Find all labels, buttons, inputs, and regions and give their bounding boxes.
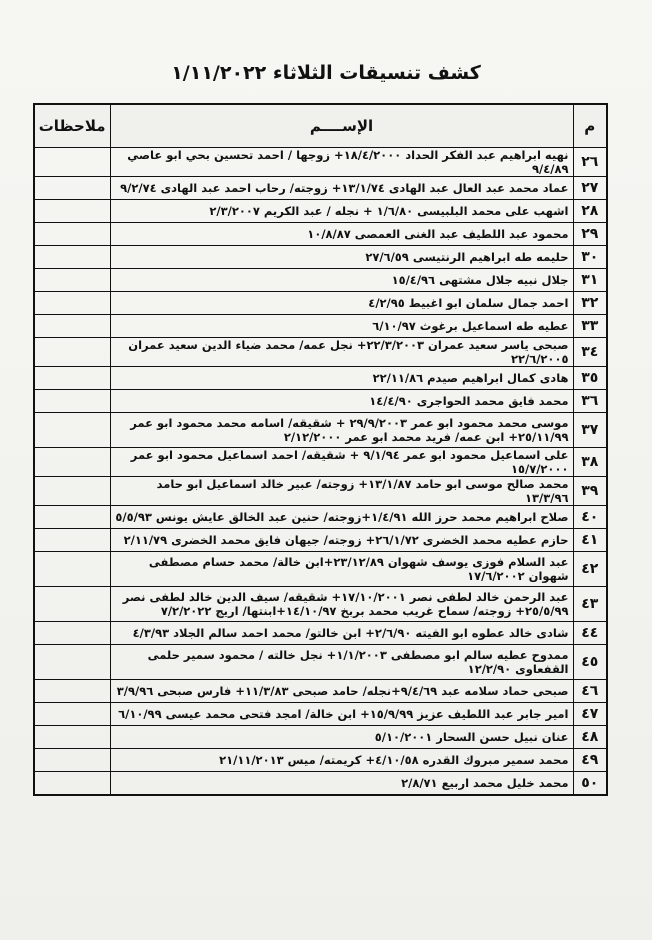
row-number: ٣٢ [573, 292, 607, 315]
row-number: ٣٥ [573, 367, 607, 390]
table-row [34, 269, 607, 292]
table-row [34, 448, 607, 477]
header-number: م [573, 104, 607, 148]
row-number: ٢٨ [573, 200, 607, 223]
table-row [34, 223, 607, 246]
row-name: موسى محمد محمود ابو عمر ٢٩/٩/٢٠٠٣ + شقيقه/ اسامه محمد محمود ابو عمر ٢٥/١١/٩٩+ ابن عمه/ فريد محمد ابو عمر ٢/١٢/٢٠٠٠ [110, 413, 573, 448]
row-name: هادى كمال ابراهيم صيدم ٢٢/١١/٨٦ [110, 367, 573, 390]
row-notes [34, 269, 110, 292]
row-notes [34, 177, 110, 200]
row-number: ٣٨ [573, 448, 607, 477]
row-number: ٣٩ [573, 477, 607, 506]
row-number: ٤٥ [573, 645, 607, 680]
row-notes [34, 587, 110, 622]
table-row [34, 315, 607, 338]
row-number: ٤٠ [573, 506, 607, 529]
table-row [34, 177, 607, 200]
row-number: ٤٩ [573, 749, 607, 772]
header-notes: ملاحظات [34, 104, 110, 148]
row-number: ٤٤ [573, 622, 607, 645]
table-row [34, 587, 607, 622]
row-name: محمد خليل محمد اربيع ٢/٨/٧١ [110, 772, 573, 796]
row-number: ٤٨ [573, 726, 607, 749]
table-row [34, 552, 607, 587]
table-row [34, 246, 607, 269]
row-number: ٥٠ [573, 772, 607, 796]
row-notes [34, 315, 110, 338]
row-number: ٤٢ [573, 552, 607, 587]
row-notes [34, 246, 110, 269]
table-row [34, 726, 607, 749]
table-header-row [34, 104, 607, 148]
row-name: نهيه ابراهيم عبد الفكر الحداد ١٨/٤/٢٠٠٠+ زوجها / احمد تحسين بحي ابو عاصي ٩/٤/٨٩ [110, 148, 573, 177]
table-row [34, 749, 607, 772]
row-notes [34, 645, 110, 680]
table-row [34, 645, 607, 680]
row-name: صبحى ياسر سعيد عمران ٢٢/٣/٢٠٠٣+ نجل عمه/ محمد ضياء الدين سعيد عمران ٢٢/٦/٢٠٠٥ [110, 338, 573, 367]
table-row [34, 506, 607, 529]
row-number: ٣٤ [573, 338, 607, 367]
row-name: محمد فايق محمد الحواجرى ١٤/٤/٩٠ [110, 390, 573, 413]
row-notes [34, 703, 110, 726]
row-name: صلاح ابراهيم محمد حرز الله ١/٤/٩١+زوجته/ حنين عبد الخالق عايش يونس ٥/٥/٩٣ [110, 506, 573, 529]
row-number: ٣٦ [573, 390, 607, 413]
row-notes [34, 772, 110, 796]
row-number: ٢٧ [573, 177, 607, 200]
row-name: عبد السلام فوزى يوسف شهوان ٢٣/١٢/٨٩+ابن خالة/ محمد حسام مصطفى شهوان ١٧/٦/٢٠٠٢ [110, 552, 573, 587]
row-number: ٣٣ [573, 315, 607, 338]
row-notes [34, 680, 110, 703]
table-row [34, 529, 607, 552]
table-row [34, 622, 607, 645]
row-name: حازم عطيه محمد الخضرى ٢٦/١/٧٢+ زوجته/ جيهان فايق محمد الخضرى ٢/١١/٧٩ [110, 529, 573, 552]
row-notes [34, 148, 110, 177]
row-notes [34, 506, 110, 529]
row-notes [34, 413, 110, 448]
row-name: محمود عبد اللطيف عبد الغنى العمصى ١٠/٨/٨٧ [110, 223, 573, 246]
table-row [34, 477, 607, 506]
row-notes [34, 367, 110, 390]
row-notes [34, 622, 110, 645]
row-notes [34, 726, 110, 749]
row-name: عطيه طه اسماعيل برغوث ٦/١٠/٩٧ [110, 315, 573, 338]
table-row [34, 338, 607, 367]
row-name: عنان نبيل حسن السحار ٥/١٠/٢٠٠١ [110, 726, 573, 749]
row-notes [34, 200, 110, 223]
table-row [34, 772, 607, 796]
document-title: كشف تنسيقات الثلاثاء ١/١١/٢٠٢٢ [171, 62, 481, 84]
table-row [34, 148, 607, 177]
table-row [34, 703, 607, 726]
row-number: ٣١ [573, 269, 607, 292]
row-number: ٢٩ [573, 223, 607, 246]
row-notes [34, 390, 110, 413]
row-number: ٤٦ [573, 680, 607, 703]
table-row [34, 680, 607, 703]
header-name: الإســــم [110, 104, 573, 148]
names-table [33, 103, 608, 796]
row-notes [34, 529, 110, 552]
row-name: ممدوح عطيه سالم ابو مصطفى ١/١/٢٠٠٣+ نجل خالته / محمود سمير حلمى القفعاوى ١٢/٢/٩٠ [110, 645, 573, 680]
row-notes [34, 477, 110, 506]
row-number: ٢٦ [573, 148, 607, 177]
row-name: اشهب على محمد البلبيسى ١/٦/٨٠ + نجله / عبد الكريم ٢/٣/٢٠٠٧ [110, 200, 573, 223]
row-name: جلال نبيه جلال مشتهى ١٥/٤/٩٦ [110, 269, 573, 292]
row-notes [34, 223, 110, 246]
row-name: محمد سمير مبروك القدره ٤/١٠/٥٨+ كريمته/ ميس ٢١/١١/٢٠١٣ [110, 749, 573, 772]
row-number: ٤٧ [573, 703, 607, 726]
row-name: عماد محمد عبد العال عبد الهادى ١٣/١/٧٤+ زوجته/ رحاب احمد عبد الهادى ٩/٢/٧٤ [110, 177, 573, 200]
row-name: امير جابر عبد اللطيف عزيز ١٥/٩/٩٩+ ابن خالة/ امجد فتحى محمد عيسى ٦/١٠/٩٩ [110, 703, 573, 726]
row-notes [34, 292, 110, 315]
row-number: ٤٣ [573, 587, 607, 622]
row-notes [34, 448, 110, 477]
row-name: صبحى حماد سلامه عبد ٩/٤/٦٩+نجله/ حامد صبحى ١١/٣/٨٣+ فارس صبحى ٣/٩/٩٦ [110, 680, 573, 703]
table-row [34, 367, 607, 390]
row-name: عبد الرحمن خالد لطفى نصر ١٧/١٠/٢٠٠١+ شقيقه/ سيف الدين خالد لطفى نصر ٢٥/٥/٩٩+ زوجته/ سماح غريب محمد بربخ ١٤/١٠/٩٧+ابنتها/ اريج ٧/٢/٢٠٢٢ [110, 587, 573, 622]
row-name: محمد صالح موسى ابو حامد ١٣/١/٨٧+ زوجته/ عبير خالد اسماعيل ابو حامد ١٣/٣/٩٦ [110, 477, 573, 506]
table-row [34, 292, 607, 315]
row-number: ٣٧ [573, 413, 607, 448]
row-name: على اسماعيل محمود ابو عمر ٩/١/٩٤ + شقيقه/ احمد اسماعيل محمود ابو عمر ١٥/٧/٢٠٠٠ [110, 448, 573, 477]
row-notes [34, 338, 110, 367]
table-row [34, 200, 607, 223]
row-name: شادى خالد عطوه ابو الفيته ٢/٦/٩٠+ ابن خالتو/ محمد احمد سالم الجلاد ٤/٣/٩٣ [110, 622, 573, 645]
table-row [34, 390, 607, 413]
row-name: حليمه طه ابراهيم الرنتيسى ٢٧/٦/٥٩ [110, 246, 573, 269]
row-number: ٣٠ [573, 246, 607, 269]
row-number: ٤١ [573, 529, 607, 552]
row-name: احمد جمال سلمان ابو اغبيط ٤/٢/٩٥ [110, 292, 573, 315]
row-notes [34, 552, 110, 587]
row-notes [34, 749, 110, 772]
table-row [34, 413, 607, 448]
